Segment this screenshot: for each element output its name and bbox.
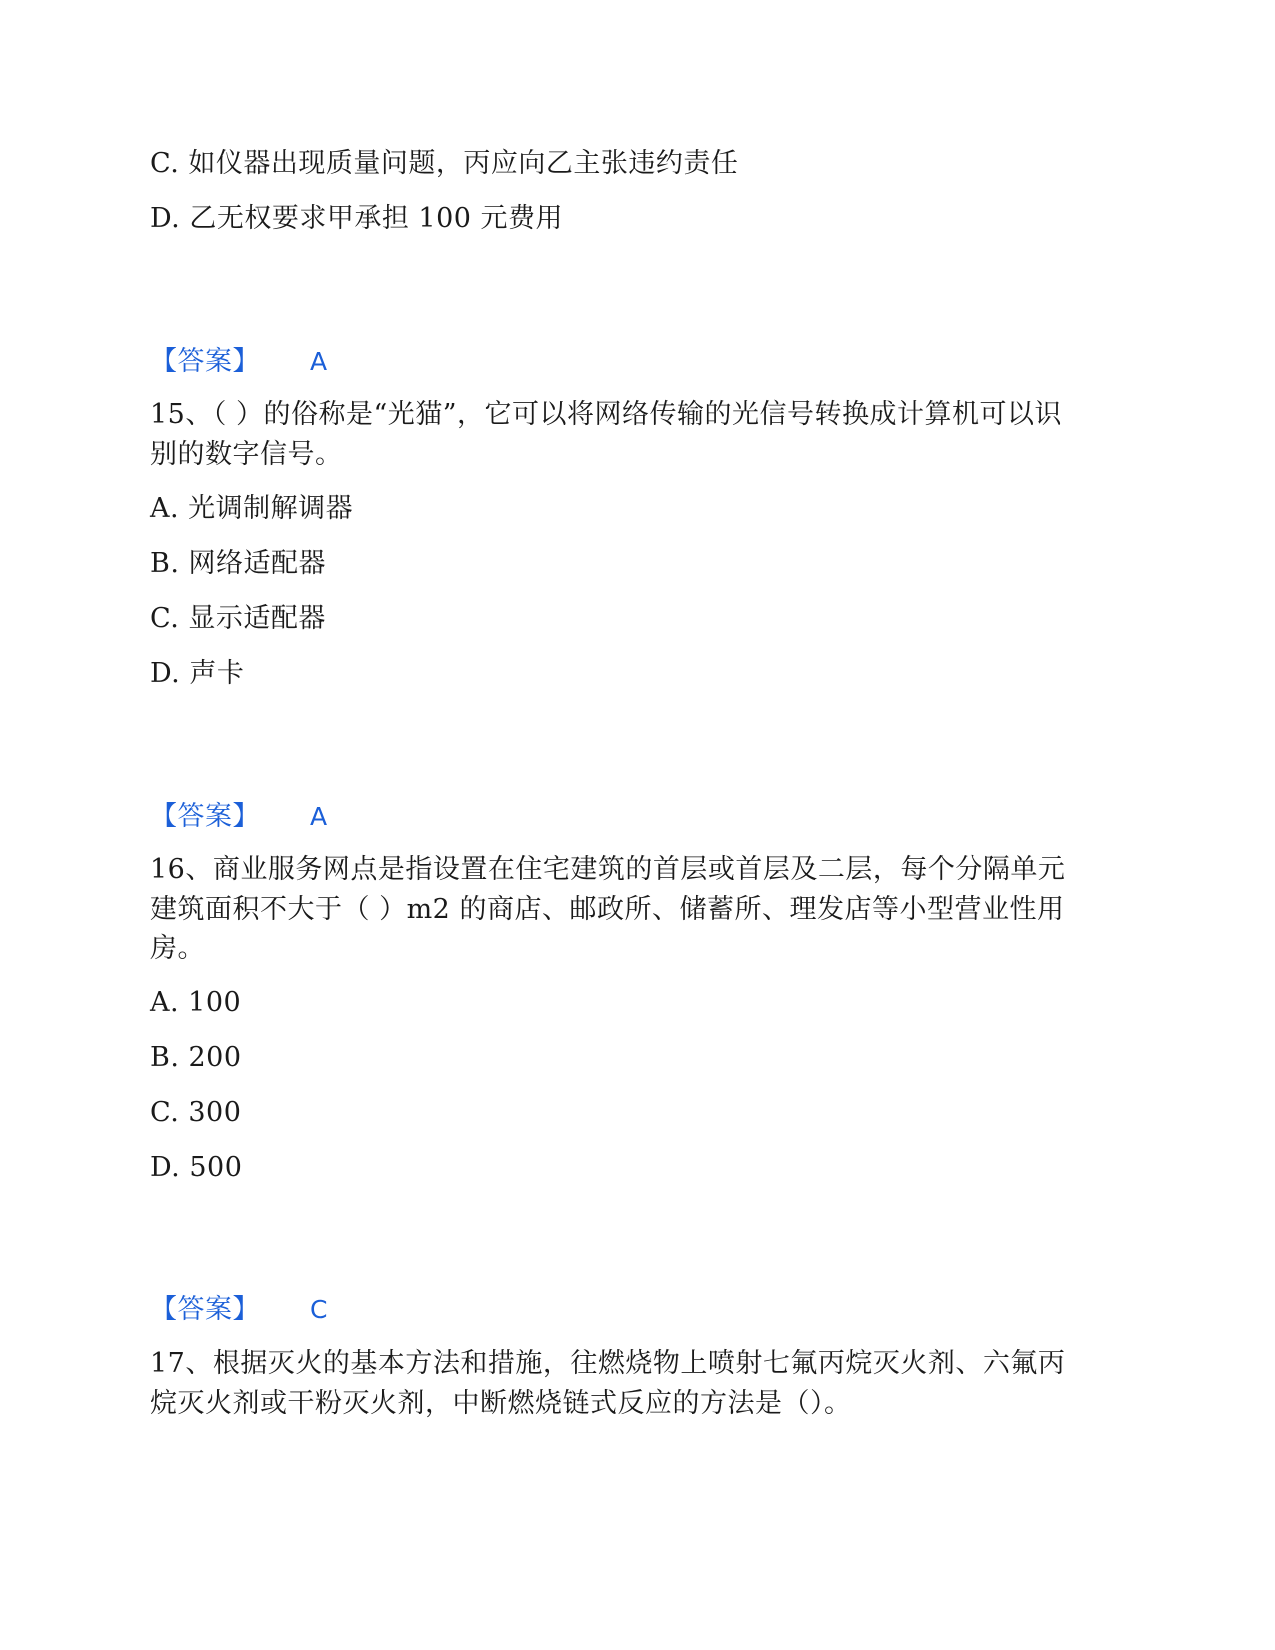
q15-option-b: B. 网络适配器 [150, 548, 327, 579]
q16-stem-line3: 房。 [150, 933, 205, 964]
q17-stem-line2: 烷灭火剂或干粉灭火剂，中断燃烧链式反应的方法是（）。 [150, 1388, 852, 1419]
q16-option-a: A. 100 [150, 987, 242, 1018]
q15-option-c: C. 显示适配器 [150, 603, 326, 634]
q14-answer-row [150, 344, 328, 380]
q15-stem-line1: 15、（ ）的俗称是“光猫”，它可以将网络传输的光信号转换成计算机可以识 [150, 399, 1063, 430]
q16-option-b: B. 200 [150, 1042, 242, 1073]
q16-option-c: C. 300 [150, 1097, 242, 1128]
q16-stem-line2: 建筑面积不大于（ ）m2 的商店、邮政所、储蓄所、理发店等小型营业性用 [150, 894, 1065, 925]
answer-label: 【答案】 [150, 346, 260, 377]
q14-answer-value: A [310, 347, 328, 376]
q15-answer-value: A [310, 802, 328, 831]
q15-option-d: D. 声卡 [150, 658, 245, 689]
q16-answer-row [150, 1292, 328, 1328]
q16-option-d: D. 500 [150, 1152, 243, 1183]
q15-stem-line2: 别的数字信号。 [150, 439, 343, 470]
answer-label: 【答案】 [150, 1294, 260, 1325]
q15-answer-row [150, 799, 328, 835]
prev-option-c: C. 如仪器出现质量问题，丙应向乙主张违约责任 [150, 148, 739, 179]
q16-answer-value: C [310, 1295, 328, 1324]
answer-label: 【答案】 [150, 801, 260, 832]
q16-stem-line1: 16、商业服务网点是指设置在住宅建筑的首层或首层及二层，每个分隔单元 [150, 854, 1066, 885]
q17-stem-line1: 17、根据灭火的基本方法和措施，往燃烧物上喷射七氟丙烷灭火剂、六氟丙 [150, 1348, 1066, 1379]
q15-option-a: A. 光调制解调器 [150, 493, 354, 524]
prev-option-d: D. 乙无权要求甲承担 100 元费用 [150, 203, 564, 234]
